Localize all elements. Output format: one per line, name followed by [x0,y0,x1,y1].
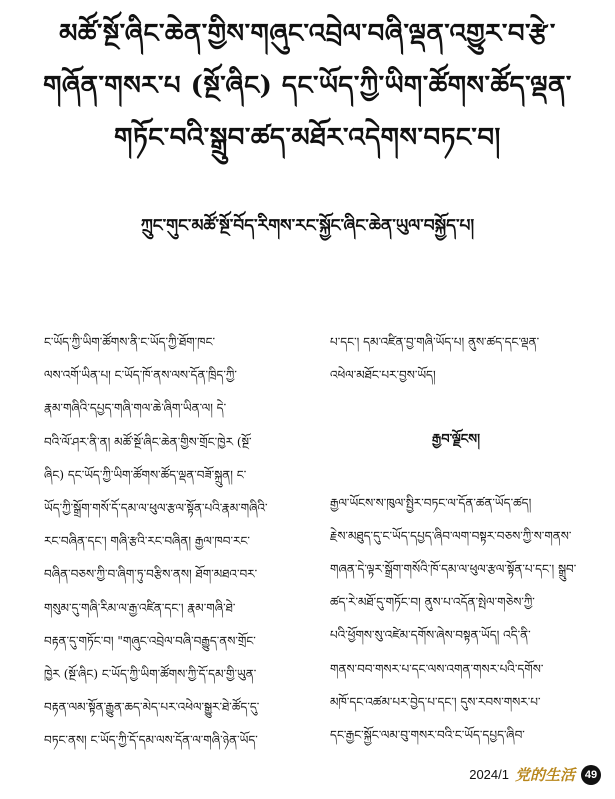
magazine-logo: 党的生活 [514,766,575,784]
paragraph-line: བཏང་ནས། ང་ཡོད་ཀྱི་དོ་དམ་ལས་དོན་ལ་གཞི་ཉེན་ཡོད་ [44,733,258,748]
paragraph-line: པ་དང་། དམ་འཛིན་བྱ་གཞི་ཡོད་པ། ནུས་ཚད་དང་ལྡན་ [330,335,540,349]
paragraph-line: བཞིན་བཅས་ཀྱི་བ་ཞིག་ཏུ་བརྩིས་ནས། ཐོག་མཐའ་བར་ [44,567,258,582]
paragraph-line: རྗེས་མཐུད་དུ་ང་ཡོད་དཔྱད་ཞིབ་ལག་བསྟར་བཅས་ཀྱི་ས་གནས་ [330,528,572,543]
paragraph-line: ཁྱེར (སྔོ་ཞིང) ང་ཡོད་ཀྱི་ཡིག་ཚོགས་ཀྱི་དོ་དམ་གྱི་ཡུན་ [44,667,257,682]
page-number: 49 [581,765,601,785]
paragraph-line: རྒྱལ་ཡོངས་ས་ཁུལ་སྤྱིར་བཏང་ལ་དོན་ཚན་ཡོད་ཚད། [330,495,532,510]
paragraph-line: བའི་ལོ་ཤར་ནི་ན། མཚོ་སྔོ་ཞིང་ཆེན་གྱིས་གྲོང་ཁྱེར (སྔོ་ [44,434,252,449]
paragraph-line: མཁོ་དང་འཚམ་པར་བྱེད་པ་དང་། དུས་རབས་གསར་པ་ [330,694,541,709]
paragraph-line: གཞན་དེ་ལྟར་སྒྲོག་གསོའི་ཁོ་དམ་ལ་ཕུལ་རྩལ་སྟོན་པ་དང་། སྒྲུབ་ [330,562,577,577]
paragraph-line: པའི་ཕྱོགས་སུ་འཛེམ་དགོས་ཞེས་བསྟན་ཡོད། འདི་ནི་ [330,628,531,643]
paragraph-line: རྣམ་གཞིའི་དཔྱད་གཞི་གལ་ཆེ་ཞིག་ཡིན་ལ། དེ་ [44,401,227,416]
paragraph-line: གསུམ་དུ་གཞི་རིམ་ལ་རྒྱ་འཛིན་དང་། རྣམ་གཞི་ཐེ་ [44,600,236,615]
paragraph-line: གནས་བབ་གསར་པ་དང་ལས་འགན་གསར་པའི་དགོས་ [330,661,544,676]
paragraph-line: རང་བཞིན་དང་། གཞི་རྩའི་རང་བཞིན། རྒྱལ་ཁབ་རང་ [44,534,250,549]
title-line-3: གཏོང་བའི་སྒྲུབ་ཚད་མཐོར་འདེགས་བཏང་བ། [114,123,501,153]
title-line-2: གཞོན་གསར་པ (སྔོ་ཞིང) དང་ཡོད་ཀྱི་ཡིག་ཚོགས་ཚོད་ལྡན་ [43,71,572,101]
paragraph-line: འཕེལ་མཐོང་པར་བྱས་ཡོད། [330,368,436,383]
article-subtitle: ཀྲུང་གུང་མཚོ་སྔོ་བོད་རིགས་རང་སྐྱོང་ཞིང་ཆེན་ཡུལ་བསྐྱོད་པ། [140,216,475,236]
left-column [44,326,299,758]
paragraph-line: ལས་འགོ་ཡིན་པ། ང་ཡོད་ཁོ་ནས་ལས་དོན་ཁྲིད་ཀྱི་ [44,368,237,383]
paragraph-line: བརྟན་ལམ་སྟོན་རྒྱུན་ཆད་མེད་པར་འཕེལ་སྒྱུར་ཐེ་ཚོད་དུ་ [44,700,260,715]
paragraph-line: ཡོད་ཀྱི་སྒྲོག་གསོ་དོ་དམ་ལ་ཕུལ་རྩལ་སྟོན་པའི་རྣམ་གཞིའི་ [44,501,268,516]
paragraph-line: དང་རྒྱང་སྐྱོང་ལམ་བུ་གསར་བའི་ང་ཡོད་དཔྱད་ཞིབ་ [330,728,525,743]
paragraph-line: ཚད་རེ་མཐོ་དུ་གཏོང་བ། ནུས་པ་འདོན་སྤེལ་གཅེས་ཀྱི་ [330,595,535,610]
issue-date: 2024/1 [469,767,509,782]
right-column [330,326,582,752]
paragraph-line: ཞིང) དང་ཡོད་ཀྱི་ཡིག་ཚོགས་ཚོད་ལྡན་བཟོ་སྐྲུན། ང་ [44,467,247,482]
section-heading: རྒྱབ་ལྗོངས། [432,432,480,448]
article-title [0,8,615,164]
paragraph-line: ང་ཡོད་ཀྱི་ཡིག་ཚོགས་ནི་ང་ཡོད་ཀྱི་ཐོག་ཁང་ [44,335,216,349]
page-footer [469,764,601,785]
paragraph-line: བརྟན་དུ་གཏོང་བ། "གཞུང་འབྲེལ་བཞི་བརྒྱུད་ནས་གྲོང་ [44,633,256,648]
title-line-1: མཚོ་སྔོ་ཞིང་ཆེན་གྱིས་གཞུང་འབྲེལ་བཞི་ལྡན་འགྱུར་བ་རྩེ་ [59,19,556,49]
